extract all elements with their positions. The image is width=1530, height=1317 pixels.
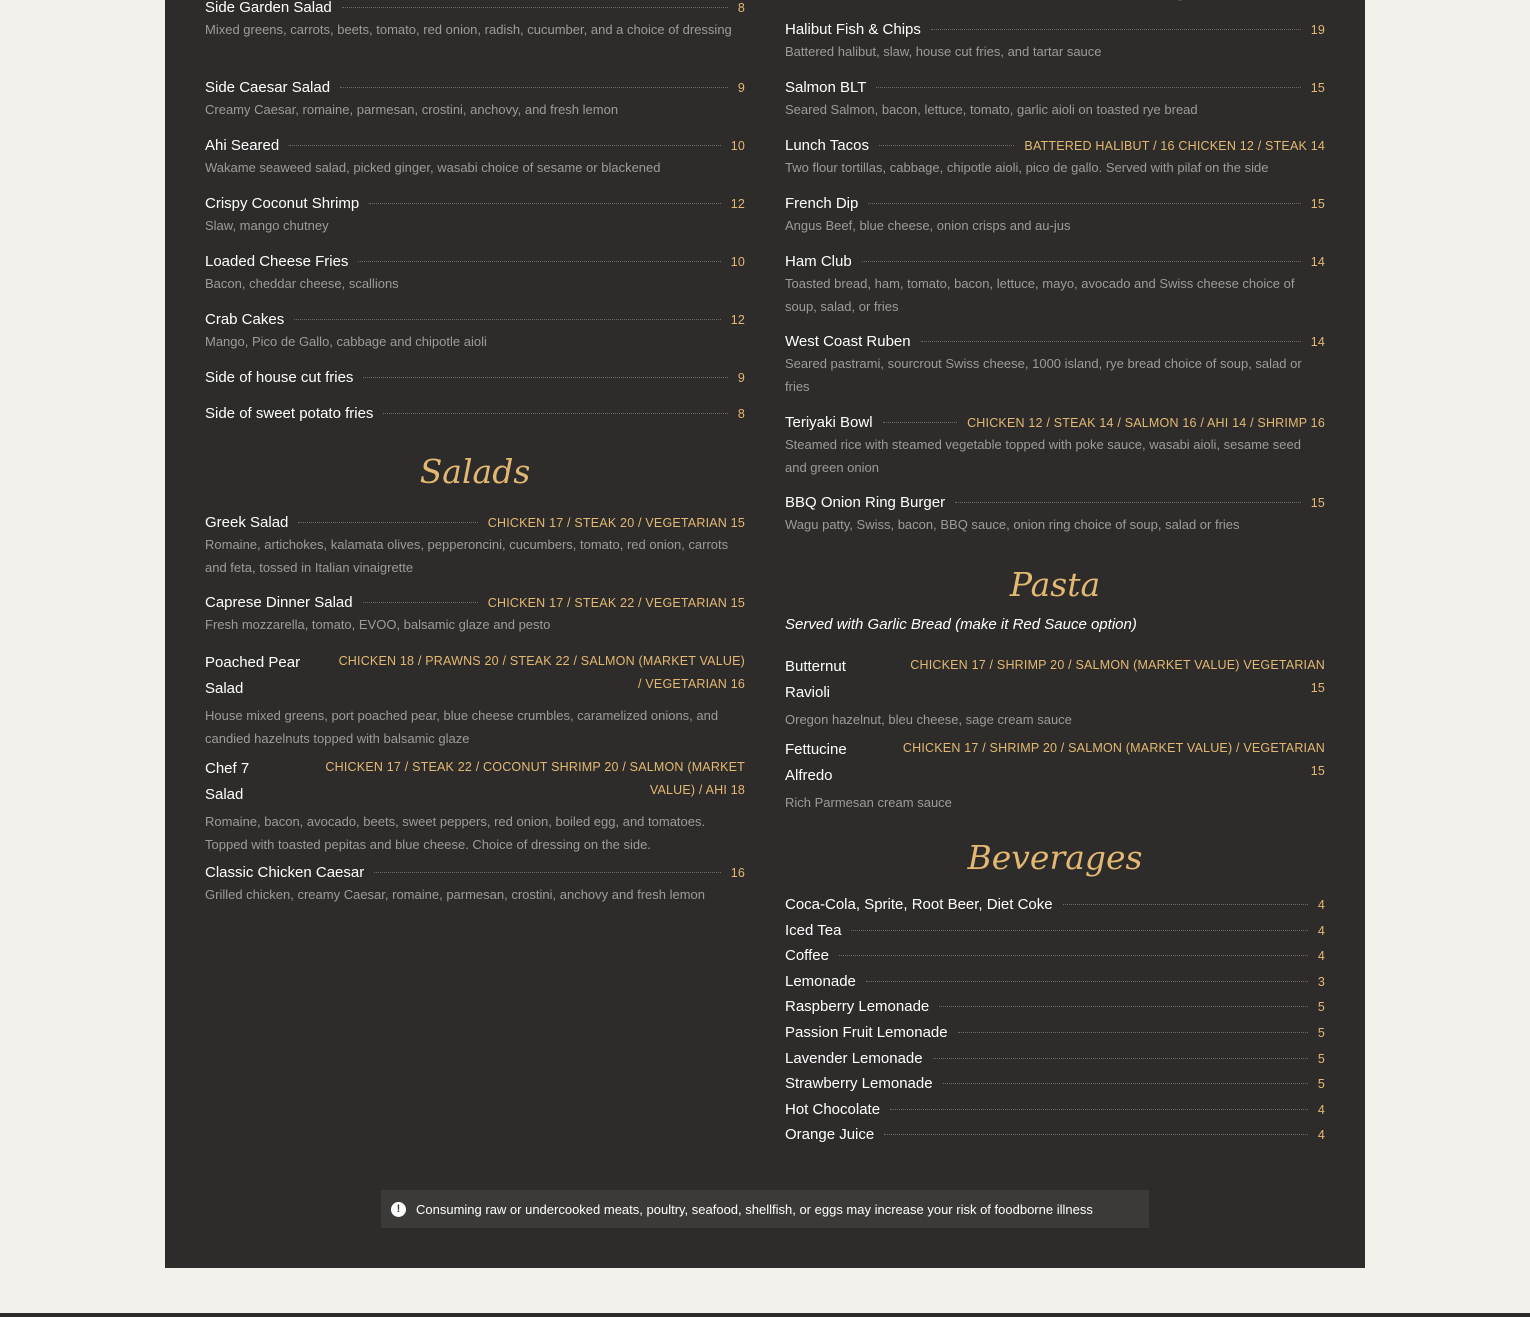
item-name: Classic Chicken Caesar	[205, 864, 365, 881]
item-price: 3	[1317, 975, 1325, 989]
menu-item	[785, 494, 1325, 537]
beverage-item	[785, 922, 1325, 939]
item-name: Fettucine Alfredo	[785, 741, 847, 784]
item-name: Caprese Dinner Salad	[205, 594, 353, 611]
menu-item	[205, 253, 745, 296]
item-description: Mango, Pico de Gallo, cabbage and chipotle aioli	[205, 334, 487, 349]
item-description: Battered halibut, slaw, house cut fries, and tartar sauce	[785, 44, 1102, 59]
item-price: CHICKEN 17 / STEAK 22 / VEGETARIAN 15	[487, 596, 745, 610]
item-name: Butternut Ravioli	[785, 658, 846, 701]
menu-item	[205, 864, 745, 907]
item-description: Creamy Caesar, romaine, parmesan, crostini, anchovy, and fresh lemon	[205, 102, 619, 117]
item-name: Crispy Coconut Shrimp	[205, 195, 360, 212]
menu-item	[205, 756, 745, 856]
item-name: Side of house cut fries	[205, 369, 354, 386]
item-name: Lemonade	[785, 973, 856, 990]
item-name: Strawberry Lemonade	[785, 1075, 933, 1092]
item-price: CHICKEN 18 / PRAWNS 20 / STEAK 22 / SALMON (MARKET VALUE) / VEGETARIAN 16	[338, 654, 745, 691]
menu-item	[785, 79, 1325, 122]
item-price: 8	[737, 407, 745, 421]
item-description: Bacon, cheddar cheese, scallions	[205, 276, 399, 291]
item-name: Side of sweet potato fries	[205, 405, 374, 422]
exclamation-circle-icon: !	[391, 1202, 406, 1217]
item-price: CHICKEN 12 / STEAK 14 / SALMON 16 / AHI 14 / SHRIMP 16	[967, 416, 1325, 430]
item-price: 14	[1310, 335, 1325, 349]
item-price: 19	[1310, 23, 1325, 37]
item-name: Ham Club	[785, 253, 852, 270]
item-price: 4	[1317, 1128, 1325, 1142]
item-description: Seared Salmon, bacon, lettuce, tomato, garlic aioli on toasted rye bread	[785, 102, 1198, 117]
menu-item	[785, 737, 1325, 815]
item-price: BATTERED HALIBUT / 16 CHICKEN 12 / STEAK 14	[1024, 139, 1325, 153]
item-price: 4	[1317, 924, 1325, 938]
item-description: Wakame seaweed salad, picked ginger, wasabi choice of sesame or blackened	[205, 160, 661, 175]
menu-item	[205, 405, 745, 422]
warning-text: Consuming raw or undercooked meats, poultry, seafood, shellfish, or eggs may increase your risk of foodborne illness	[416, 1201, 1093, 1217]
item-name: Coffee	[785, 947, 829, 964]
item-price: 10	[730, 255, 745, 269]
item-name: Orange Juice	[785, 1126, 875, 1143]
item-price: 12	[730, 197, 745, 211]
menu-item	[205, 0, 745, 42]
item-price: 4	[1317, 1103, 1325, 1117]
item-name: Raspberry Lemonade	[785, 998, 930, 1015]
menu-item	[785, 414, 1325, 479]
item-price: 15	[1310, 81, 1325, 95]
item-name: Halibut Fish & Chips	[785, 21, 921, 38]
item-description: Rich Parmesan cream sauce	[785, 795, 952, 810]
menu-item	[785, 333, 1325, 398]
item-price: 9	[737, 371, 745, 385]
item-name: Loaded Cheese Fries	[205, 253, 349, 270]
beverage-item	[785, 1024, 1325, 1041]
beverage-item	[785, 896, 1325, 913]
item-description: Fresh mozzarella, tomato, EVOO, balsamic glaze and pesto	[205, 617, 551, 632]
menu-item	[205, 195, 745, 238]
section-title-pasta: Pasta	[1009, 565, 1101, 604]
beverage-item	[785, 1050, 1325, 1067]
item-price: 8	[737, 1, 745, 15]
menu-item	[785, 253, 1325, 318]
item-name: Iced Tea	[785, 922, 842, 939]
menu-item	[205, 594, 745, 637]
item-price: CHICKEN 17 / SHRIMP 20 / SALMON (MARKET VALUE) / VEGETARIAN 15	[902, 741, 1325, 778]
beverage-item	[785, 1126, 1325, 1143]
beverage-item	[785, 1101, 1325, 1118]
section-title-salads: Salads	[419, 452, 531, 491]
item-description: Angus Beef, blue cheese, onion crisps and au-jus	[785, 218, 1071, 233]
item-name: Chef 7 Salad	[205, 760, 250, 803]
item-name: Lavender Lemonade	[785, 1050, 923, 1067]
item-description: Steamed rice with steamed vegetable topped with poke sauce, wasabi aioli, sesame seed and green onion	[785, 437, 1301, 475]
item-description: Grilled chicken, creamy Caesar, romaine, parmesan, crostini, anchovy and fresh lemon	[205, 887, 705, 902]
item-description: Slaw, mango chutney	[205, 218, 329, 233]
item-price: 5	[1317, 1052, 1325, 1066]
item-price: CHICKEN 17 / SHRIMP 20 / SALMON (MARKET VALUE) VEGETARIAN 15	[910, 658, 1325, 695]
pasta-note: Served with Garlic Bread (make it Red Sauce option)	[785, 616, 1137, 633]
item-price: 15	[1310, 197, 1325, 211]
item-name: Poached Pear Salad	[205, 654, 301, 697]
beverage-item	[785, 947, 1325, 964]
item-name: BBQ Onion Ring Burger	[785, 494, 946, 511]
item-description: House mixed greens, port poached pear, blue cheese crumbles, caramelized onions, and candied hazelnuts topped with balsamic glaze	[205, 708, 719, 746]
foodborne-illness-warning	[381, 1190, 1149, 1228]
item-description: Mixed greens, carrots, beets, tomato, red onion, radish, cucumber, and a choice of dressing	[205, 22, 732, 37]
menu-item	[785, 654, 1325, 732]
item-name: Salmon BLT	[785, 79, 867, 96]
item-price: 14	[1310, 255, 1325, 269]
item-description: Oregon hazelnut, bleu cheese, sage cream sauce	[785, 712, 1072, 727]
item-name: West Coast Ruben	[785, 333, 911, 350]
item-price: 12	[730, 313, 745, 327]
item-price: 9	[737, 81, 745, 95]
menu-panel	[165, 0, 1365, 1268]
menu-item	[205, 514, 745, 579]
item-name: Ahi Seared	[205, 137, 280, 154]
item-price: 10	[730, 139, 745, 153]
item-price: 4	[1317, 949, 1325, 963]
section-title-beverages: Beverages	[967, 838, 1143, 877]
item-price: CHICKEN 17 / STEAK 20 / VEGETARIAN 15	[487, 516, 745, 530]
item-price: 16	[730, 866, 745, 880]
item-name: Lunch Tacos	[785, 137, 869, 154]
menu-item	[205, 650, 745, 750]
item-description: Wagu patty, Swiss, bacon, BBQ sauce, onion ring choice of soup, salad or fries	[785, 517, 1240, 532]
item-price: 15	[1310, 496, 1325, 510]
footer-divider	[0, 1313, 1530, 1317]
item-price: 5	[1317, 1000, 1325, 1014]
item-name: Greek Salad	[205, 514, 289, 531]
item-description: Two flour tortillas, cabbage, chipotle aioli, pico de gallo. Served with pilaf on the side	[785, 160, 1269, 175]
item-description: Romaine, bacon, avocado, beets, sweet peppers, red onion, boiled egg, and tomatoes. Topped with toasted pepitas and blue cheese. Choice of dressing on the side.	[205, 814, 706, 852]
menu-item	[785, 137, 1325, 180]
item-name: Crab Cakes	[205, 311, 285, 328]
menu-item	[785, 21, 1325, 64]
menu-item	[205, 369, 745, 386]
item-name: Side Caesar Salad	[205, 79, 331, 96]
item-description: Romaine, artichokes, kalamata olives, pepperoncini, cucumbers, tomato, red onion, carrots and feta, tossed in Italian vinaigrette	[205, 537, 729, 575]
item-description: Toasted bread, ham, tomato, bacon, lettuce, mayo, avocado and Swiss cheese choice of soup, salad, or fries	[785, 276, 1295, 314]
item-price: 5	[1317, 1077, 1325, 1091]
menu-item	[205, 79, 745, 122]
item-price: 4	[1317, 898, 1325, 912]
beverage-item	[785, 998, 1325, 1015]
beverage-item	[785, 1075, 1325, 1092]
item-name: Side Garden Salad	[205, 0, 332, 16]
item-name: Coca-Cola, Sprite, Root Beer, Diet Coke	[785, 896, 1053, 913]
menu-item	[785, 195, 1325, 238]
menu-item	[205, 137, 745, 180]
beverage-item	[785, 973, 1325, 990]
menu-item	[205, 311, 745, 354]
item-description: Seared pastrami, sourcrout Swiss cheese, 1000 island, rye bread choice of soup, salad or fries	[785, 356, 1302, 394]
item-name: French Dip	[785, 195, 859, 212]
item-name: Teriyaki Bowl	[785, 414, 873, 431]
item-price: 5	[1317, 1026, 1325, 1040]
item-name: Hot Chocolate	[785, 1101, 881, 1118]
item-name: Passion Fruit Lemonade	[785, 1024, 948, 1041]
item-price: CHICKEN 17 / STEAK 22 / COCONUT SHRIMP 20 / SALMON (MARKET VALUE) / AHI 18	[325, 760, 745, 797]
item-description	[785, 0, 1234, 6]
